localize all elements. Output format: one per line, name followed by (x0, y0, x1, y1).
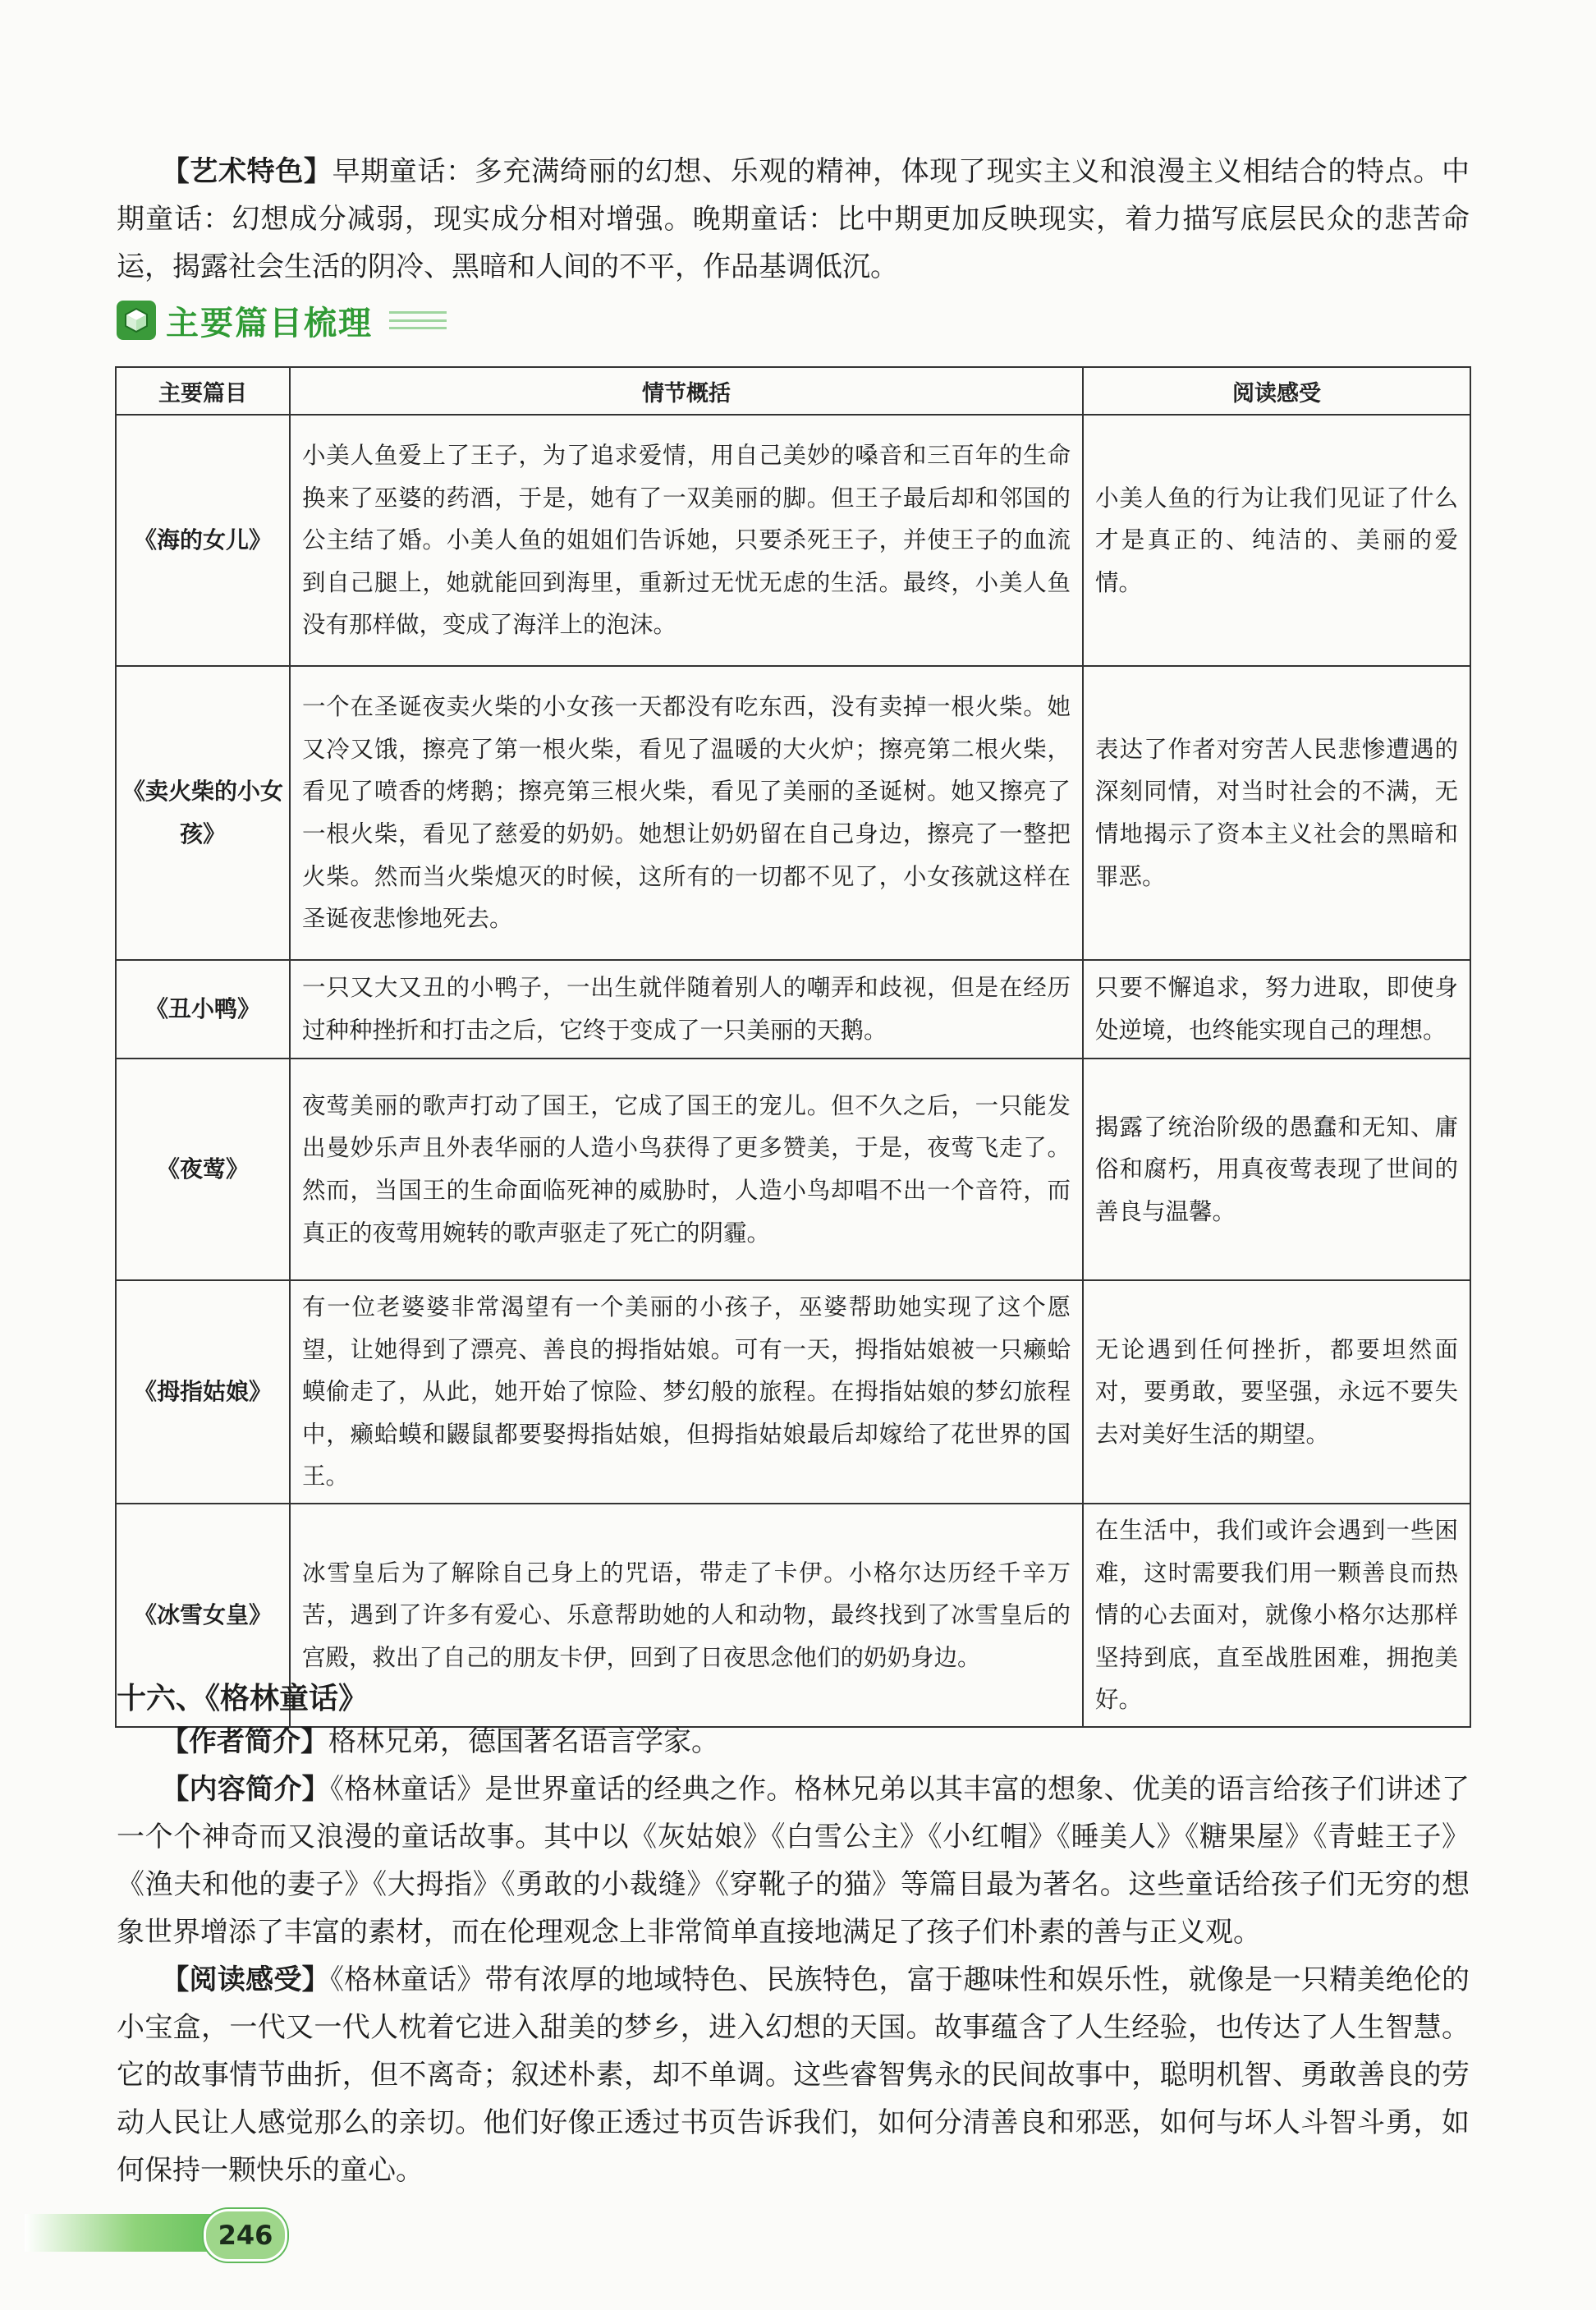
table-row (116, 1280, 1470, 1504)
row-plot: 一个在圣诞夜卖火柴的小女孩一天都没有吃东西，没有卖掉一根火柴。她又冷又饿，擦亮了第一根火柴，看见了温暖的大火炉；擦亮第二根火柴，看见了喷香的烤鹅；擦亮第三根火柴，看见了美丽的圣诞树。她又擦亮了一根火柴，看见了慈爱的奶奶。她想让奶奶留在自己身边，擦亮了一整把火柴。然而当火柴熄灭的时候，这所有的一切都不见了，小女孩就这样在圣诞夜悲惨地死去。 (290, 666, 1083, 960)
works-table (115, 366, 1471, 1728)
header-feeling: 阅读感受 (1083, 367, 1470, 415)
grimm-author-tag: 【作者简介】 (161, 1725, 328, 1758)
header-plot: 情节概括 (290, 367, 1083, 415)
header-title: 主要篇目 (116, 367, 290, 415)
table-header-row (116, 367, 1470, 415)
grimm-heading: 十六、《格林童话》 (117, 1682, 369, 1715)
section-header (117, 296, 447, 345)
grimm-content-paragraph (117, 1766, 1470, 1956)
row-feeling: 表达了作者对穷苦人民悲惨遭遇的深刻同情，对当时社会的不满，无情地揭示了资本主义社会的黑暗和罪恶。 (1083, 666, 1470, 960)
row-title: 《拇指姑娘》 (116, 1280, 290, 1504)
grimm-feeling-text: 《格林童话》带有浓厚的地域特色、民族特色，富于趣味性和娱乐性，就像是一只精美绝伦的小宝盒，一代又一代人枕着它进入甜美的梦乡，进入幻想的天国。故事蕴含了人生经验，也传达了人生智慧。它的故事情节曲折，但不离奇；叙述朴素，却不单调。这些睿智隽永的民间故事中，聪明机智、勇敢善良的劳动人民让人感觉那么的亲切。他们好像正透过书页告诉我们，如何分清善良和邪恶，如何与坏人斗智斗勇，如何保持一颗快乐的童心。 (117, 1963, 1470, 2187)
art-features-text: 早期童话：多充满绮丽的幻想、乐观的精神，体现了现实主义和浪漫主义相结合的特点。中期童话：幻想成分减弱，现实成分相对增强。晚期童话：比中期更加反映现实，着力描写底层民众的悲苦命运，揭露社会生活的阴冷、黑暗和人间的不平，作品基调低沉。 (117, 155, 1470, 283)
grimm-content-text: 《格林童话》是世界童话的经典之作。格林兄弟以其丰富的想象、优美的语言给孩子们讲述了一个个神奇而又浪漫的童话故事。其中以《灰姑娘》《白雪公主》《小红帽》《睡美人》《糖果屋》《青蛙王子》《渔夫和他的妻子》《大拇指》《勇敢的小裁缝》《穿靴子的猫》等篇目最为著名。这些童话给孩子们无穷的想象世界增添了丰富的素材，而在伦理观念上非常简单直接地满足了孩子们朴素的善与正义观。 (117, 1773, 1470, 1949)
row-plot: 小美人鱼爱上了王子，为了追求爱情，用自己美妙的嗓音和三百年的生命换来了巫婆的药酒，于是，她有了一双美丽的脚。但王子最后却和邻国的公主结了婚。小美人鱼的姐姐们告诉她，只要杀死王子，并使王子的血流到自己腿上，她就能回到海里，重新过无忧无虑的生活。最终，小美人鱼没有那样做，变成了海洋上的泡沫。 (290, 415, 1083, 666)
row-title: 《海的女儿》 (116, 415, 290, 666)
table-row (116, 960, 1470, 1059)
decorative-lines (389, 311, 447, 329)
page-number: 246 (204, 2209, 287, 2262)
grimm-feeling-tag: 【阅读感受】 (161, 1963, 330, 1996)
art-features-tag: 【艺术特色】 (161, 155, 332, 188)
table-row (116, 666, 1470, 960)
grimm-author-text: 格林兄弟，德国著名语言学家。 (328, 1725, 719, 1758)
row-plot: 夜莺美丽的歌声打动了国王，它成了国王的宠儿。但不久之后，一只能发出曼妙乐声且外表华丽的人造小鸟获得了更多赞美，于是，夜莺飞走了。然而，当国王的生命面临死神的威胁时，人造小鸟却唱不出一个音符，而真正的夜莺用婉转的歌声驱走了死亡的阴霾。 (290, 1059, 1083, 1280)
row-feeling: 只要不懈追求，努力进取，即使身处逆境，也终能实现自己的理想。 (1083, 960, 1470, 1059)
cube-icon (117, 301, 156, 340)
row-title: 《夜莺》 (116, 1059, 290, 1280)
row-plot: 一只又大又丑的小鸭子，一出生就伴随着别人的嘲弄和歧视，但是在经历过种种挫折和打击之后，它终于变成了一只美丽的天鹅。 (290, 960, 1083, 1059)
row-plot: 冰雪皇后为了解除自己身上的咒语，带走了卡伊。小格尔达历经千辛万苦，遇到了许多有爱心、乐意帮助她的人和动物，最终找到了冰雪皇后的宫殿，救出了自己的朋友卡伊，回到了日夜思念他们的奶奶身边。 (290, 1504, 1083, 1727)
row-feeling: 揭露了统治阶级的愚蠢和无知、庸俗和腐朽，用真夜莺表现了世间的善良与温馨。 (1083, 1059, 1470, 1280)
row-feeling: 在生活中，我们或许会遇到一些困难，这时需要我们用一颗善良而热情的心去面对，就像小格尔达那样坚持到底，直至战胜困难，拥抱美好。 (1083, 1504, 1470, 1727)
grimm-author-paragraph (117, 1718, 1470, 1766)
grimm-feeling-paragraph (117, 1956, 1470, 2194)
row-title: 《丑小鸭》 (116, 960, 290, 1059)
row-feeling: 无论遇到任何挫折，都要坦然面对，要勇敢，要坚强，永远不要失去对美好生活的期望。 (1083, 1280, 1470, 1504)
row-plot: 有一位老婆婆非常渴望有一个美丽的小孩子，巫婆帮助她实现了这个愿望，让她得到了漂亮、善良的拇指姑娘。可有一天，拇指姑娘被一只癞蛤蟆偷走了，从此，她开始了惊险、梦幻般的旅程。在拇指姑娘的梦幻旅程中，癞蛤蟆和鼹鼠都要娶拇指姑娘，但拇指姑娘最后却嫁给了花世界的国王。 (290, 1280, 1083, 1504)
section-title: 主要篇目梳理 (166, 304, 373, 342)
row-title: 《冰雪女皇》 (116, 1504, 290, 1727)
row-feeling: 小美人鱼的行为让我们见证了什么才是真正的、纯洁的、美丽的爱情。 (1083, 415, 1470, 666)
table-row (116, 1059, 1470, 1280)
table-row (116, 415, 1470, 666)
grimm-content-tag: 【内容简介】 (161, 1773, 330, 1806)
row-title: 《卖火柴的小女孩》 (116, 666, 290, 960)
art-features-paragraph (117, 148, 1470, 291)
